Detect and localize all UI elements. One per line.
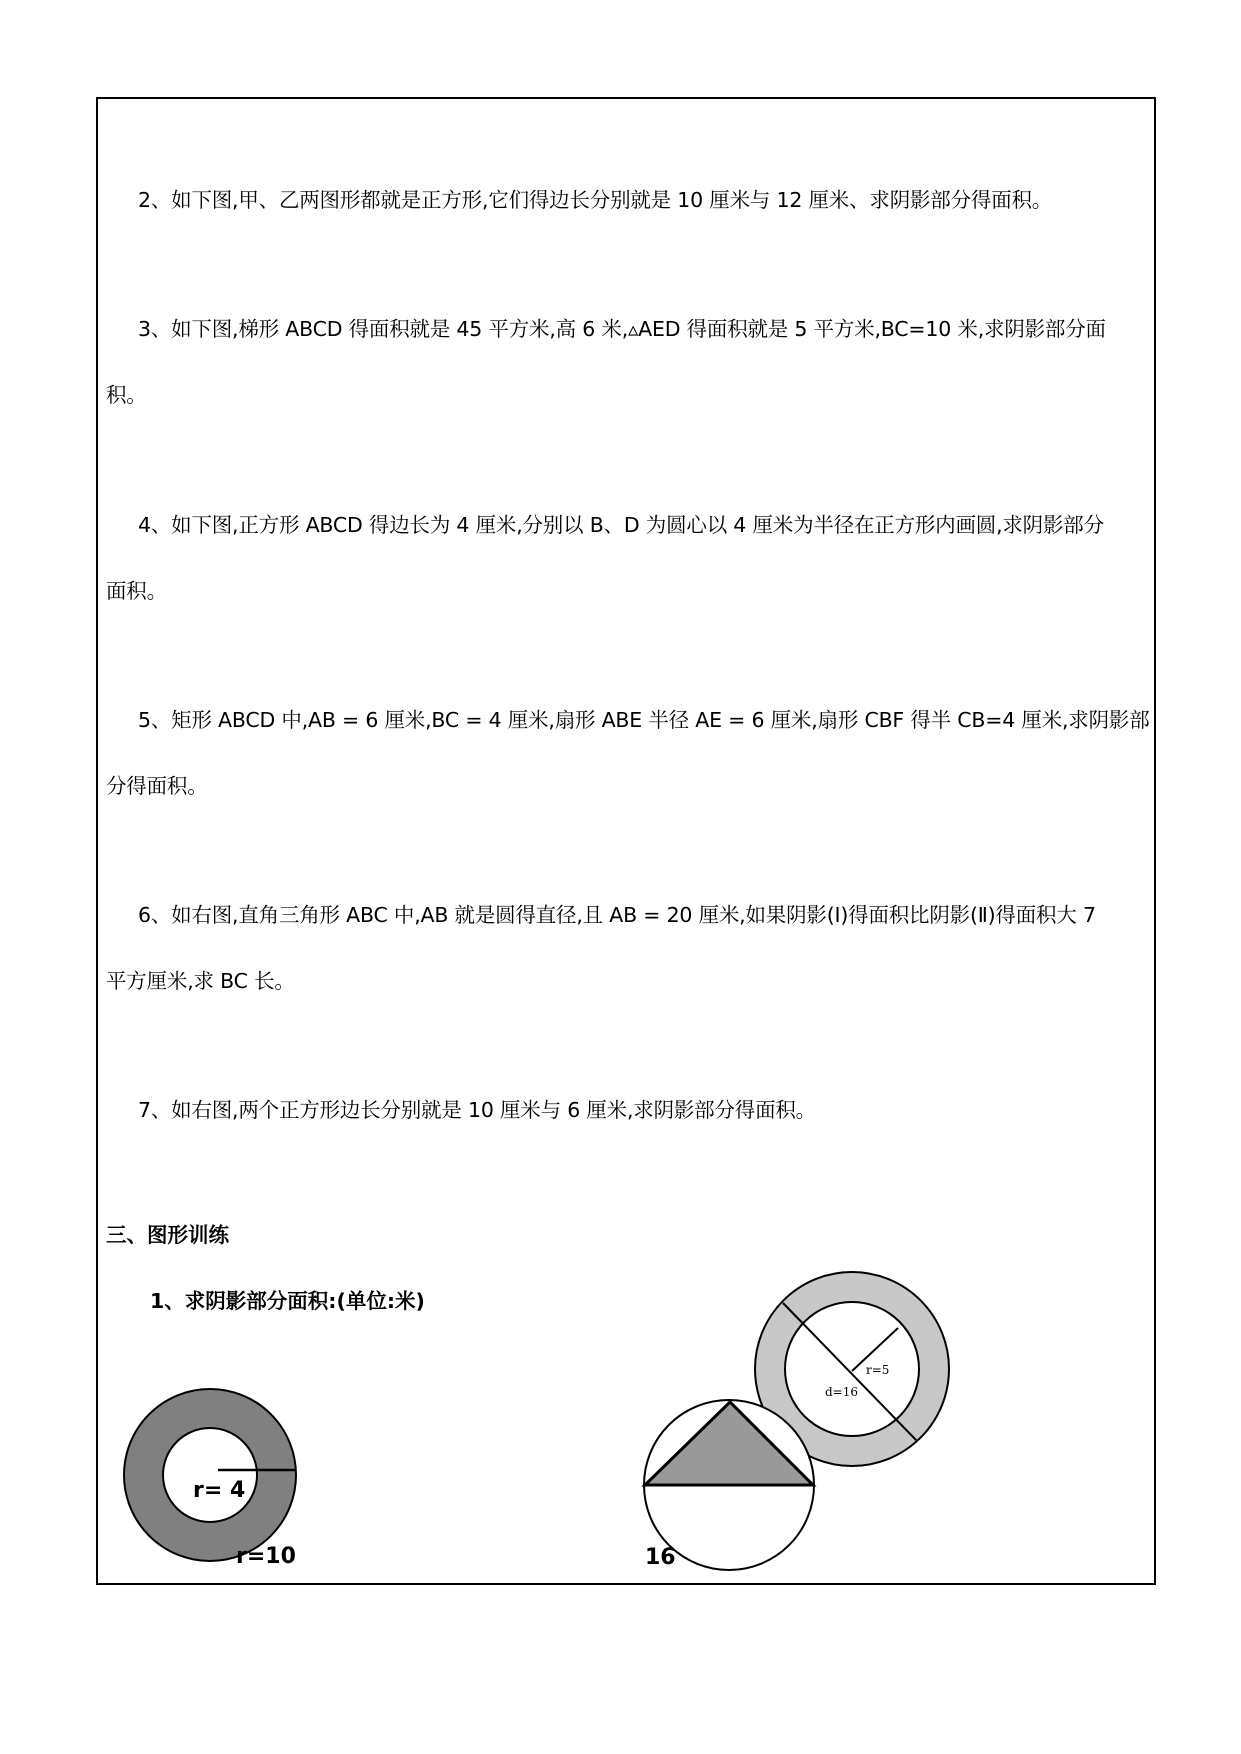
diameter-label: d=16 (825, 1385, 859, 1399)
problem-2-line-1: 2、如下图,甲、乙两图形都就是正方形,它们得边长分别就是 10 厘米与 12 厘米、求阴影部分得面积。 (138, 188, 1053, 212)
problem-6-line-1: 6、如右图,直角三角形 ABC 中,AB 就是圆得直径,且 AB = 20 厘米,如果阴影(Ⅰ)得面积比阴影(Ⅱ)得面积大 7 (138, 903, 1096, 927)
diameter-label: 16 (645, 1545, 676, 1570)
inner-radius-label: r= 4 (193, 1478, 246, 1503)
radius-label: r=5 (866, 1363, 890, 1377)
inner-circle (785, 1302, 919, 1436)
problem-3-line-2: 积。 (106, 383, 147, 407)
problem-6-line-2: 平方厘米,求 BC 长。 (106, 969, 295, 993)
inner-circle (163, 1428, 257, 1522)
section-heading: 三、图形训练 (106, 1223, 229, 1247)
problem-4-line-2: 面积。 (106, 579, 167, 603)
ring-figure-left (124, 1389, 296, 1569)
triangle-circle-figure (644, 1400, 814, 1570)
problem-5-line-2: 分得面积。 (106, 774, 208, 798)
outer-radius-label: r=10 (236, 1544, 296, 1569)
problem-4-line-1: 4、如下图,正方形 ABCD 得边长为 4 厘米,分别以 B、D 为圆心以 4 厘米为半径在正方形内画圆,求阴影部分 (138, 513, 1104, 537)
problem-5-line-1: 5、矩形 ABCD 中,AB = 6 厘米,BC = 4 厘米,扇形 ABE 半径 AE = 6 厘米,扇形 CBF 得半 CB=4 厘米,求阴影部 (138, 708, 1150, 732)
section-subheading: 1、求阴影部分面积:(单位:米) (150, 1289, 425, 1313)
problem-3-line-1: 3、如下图,梯形 ABCD 得面积就是 45 平方米,高 6 米,▵AED 得面积就是 5 平方米,BC=10 米,求阴影部分面 (138, 317, 1106, 341)
problem-7-line-1: 7、如右图,两个正方形边长分别就是 10 厘米与 6 厘米,求阴影部分得面积。 (138, 1098, 816, 1122)
